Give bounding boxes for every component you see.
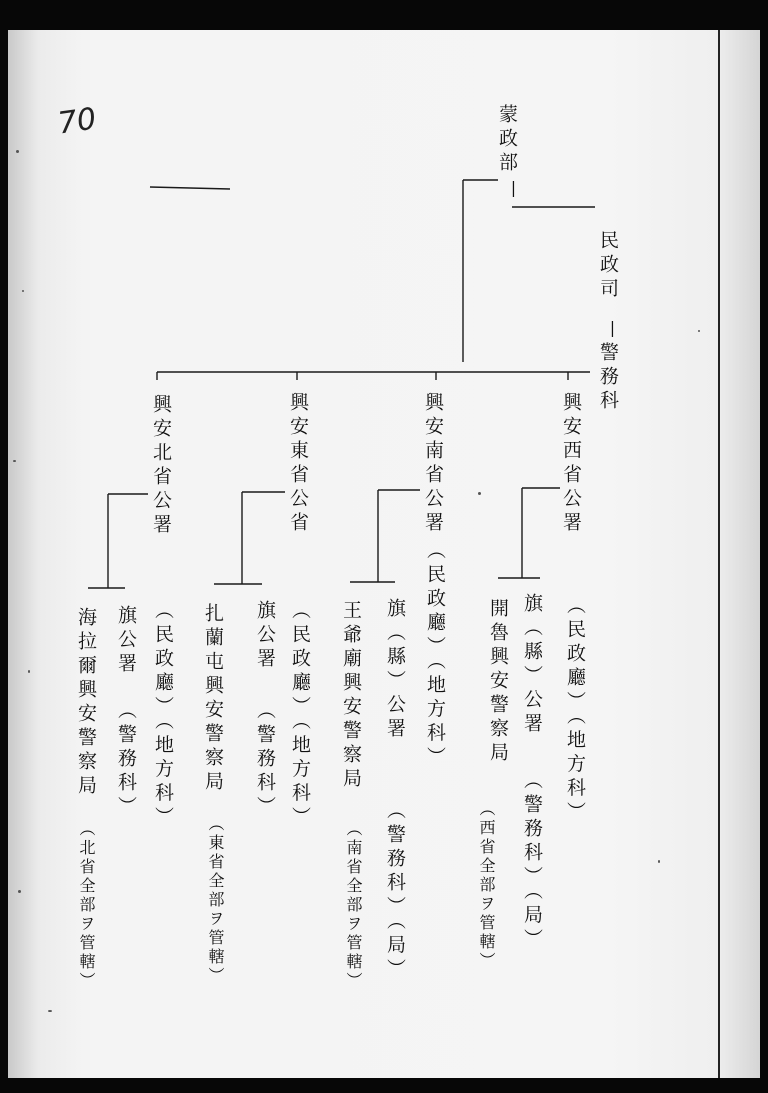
- east-banner-office: 旗公署: [254, 600, 276, 672]
- province-south: 興安南省公署: [422, 392, 444, 536]
- north-police-bureau: 海拉爾興安警察局: [75, 607, 97, 799]
- south-police-bureau: 王爺廟興安警察局: [340, 600, 362, 792]
- province-east: 興安東省公省: [287, 392, 309, 536]
- north-banner-path: （警務科）: [115, 700, 137, 820]
- west-police-note: （西省全部ヲ管轄）: [477, 800, 496, 971]
- province-east-path: （民政廳）（地方科）: [289, 600, 311, 831]
- connector-mark: |: [504, 178, 523, 202]
- east-police-bureau: 扎蘭屯興安警察局: [202, 603, 224, 795]
- west-banner-office: 旗（縣）公署: [521, 593, 543, 737]
- branch-office: 警務科: [597, 342, 619, 414]
- province-north: 興安北省公署: [150, 394, 172, 538]
- west-police-bureau: 開魯興安警察局: [487, 598, 509, 766]
- branch-unit: 民政司: [597, 230, 619, 302]
- south-police-note: （南省全部ヲ管轄）: [344, 820, 363, 991]
- north-police-note: （北省全部ヲ管轄）: [77, 820, 96, 991]
- west-banner-path: （警務科）（局）: [521, 770, 543, 953]
- connector-mark: |: [603, 318, 622, 342]
- south-banner-path: （警務科）（局）: [384, 800, 406, 983]
- east-banner-path: （警務科）: [254, 700, 276, 820]
- root-unit: 蒙政部: [496, 104, 518, 176]
- province-north-path: （民政廳）（地方科）: [152, 600, 174, 831]
- page-number: 70: [55, 101, 99, 142]
- province-west: 興安西省公署: [560, 392, 582, 536]
- east-police-note: （東省全部ヲ管轄）: [206, 815, 225, 986]
- south-banner-office: 旗（縣）公署: [384, 598, 406, 742]
- province-south-path: （民政廳）（地方科）: [424, 540, 446, 771]
- north-banner-office: 旗公署: [115, 605, 137, 677]
- province-west-path: （民政廳）（地方科）: [564, 595, 586, 826]
